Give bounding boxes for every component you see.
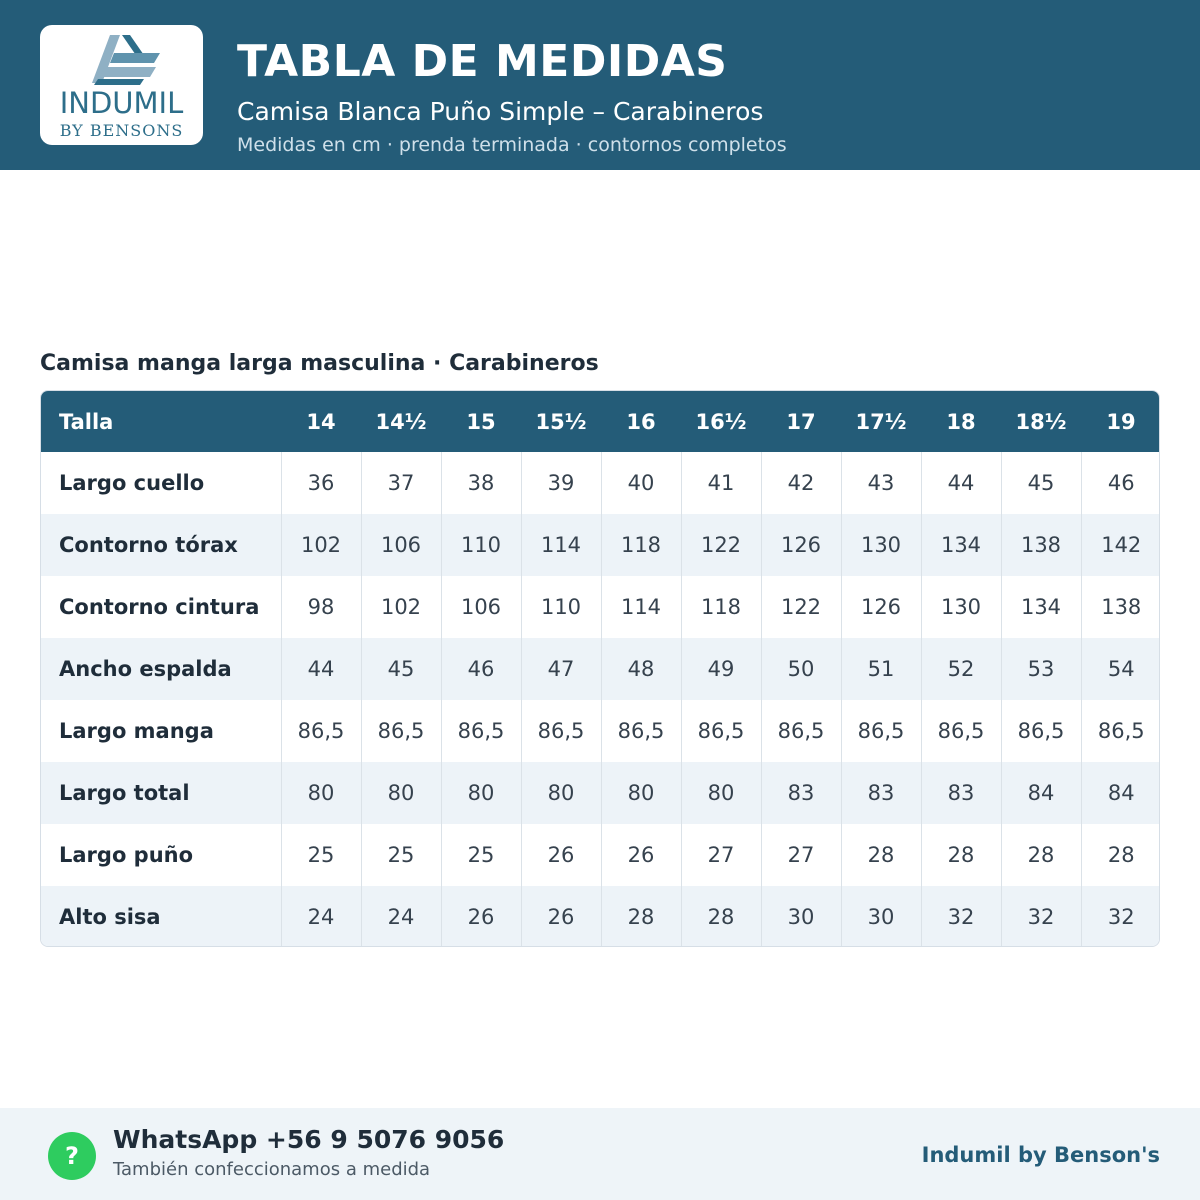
table-cell: 83 bbox=[761, 762, 841, 824]
footer bbox=[0, 1108, 1200, 1200]
table-cell: 28 bbox=[681, 886, 761, 947]
table-caption: Camisa manga larga masculina · Carabineros bbox=[40, 351, 599, 376]
table-cell: 130 bbox=[841, 514, 921, 576]
header-cell-size: 14½ bbox=[375, 409, 427, 434]
table-cell: 28 bbox=[1081, 824, 1160, 886]
size-table-container bbox=[40, 390, 1160, 947]
logo-name: INDUMIL bbox=[59, 86, 184, 120]
table-cell: 80 bbox=[601, 762, 681, 824]
table-cell: 114 bbox=[601, 576, 681, 638]
table-cell: 37 bbox=[361, 452, 441, 514]
table-cell: 134 bbox=[921, 514, 1001, 576]
table-cell: 53 bbox=[1001, 638, 1081, 700]
table-cell: 54 bbox=[1081, 638, 1160, 700]
table-cell: 27 bbox=[761, 824, 841, 886]
table-cell: 44 bbox=[281, 638, 361, 700]
table-cell: 26 bbox=[601, 824, 681, 886]
page-title: TABLA DE MEDIDAS bbox=[237, 36, 728, 87]
table-cell: 27 bbox=[681, 824, 761, 886]
table-cell: 24 bbox=[281, 886, 361, 947]
table-cell: 86,5 bbox=[441, 700, 521, 762]
table-cell: 80 bbox=[361, 762, 441, 824]
table-cell: 138 bbox=[1081, 576, 1160, 638]
row-label: Largo manga bbox=[59, 719, 214, 743]
table-cell: 39 bbox=[521, 452, 601, 514]
table-cell: 42 bbox=[761, 452, 841, 514]
table-cell: 142 bbox=[1081, 514, 1160, 576]
table-row bbox=[41, 824, 1160, 886]
table-row bbox=[41, 576, 1160, 638]
table-cell: 106 bbox=[441, 576, 521, 638]
table-row bbox=[41, 700, 1160, 762]
table-cell: 25 bbox=[441, 824, 521, 886]
table-cell: 102 bbox=[361, 576, 441, 638]
table-cell: 38 bbox=[441, 452, 521, 514]
table-cell: 86,5 bbox=[1081, 700, 1160, 762]
logo-subtitle: BY BENSONS bbox=[59, 121, 184, 140]
table-cell: 122 bbox=[681, 514, 761, 576]
table-cell: 110 bbox=[521, 576, 601, 638]
table-cell: 26 bbox=[521, 886, 601, 947]
logo bbox=[40, 25, 203, 145]
table-cell: 86,5 bbox=[601, 700, 681, 762]
table-cell: 86,5 bbox=[521, 700, 601, 762]
table-cell: 46 bbox=[441, 638, 521, 700]
table-cell: 25 bbox=[361, 824, 441, 886]
table-row bbox=[41, 452, 1160, 514]
table-cell: 126 bbox=[761, 514, 841, 576]
table-cell: 46 bbox=[1081, 452, 1160, 514]
footer-brand: Indumil by Benson's bbox=[921, 1143, 1160, 1167]
table-cell: 98 bbox=[281, 576, 361, 638]
page-subtitle: Camisa Blanca Puño Simple – Carabineros bbox=[237, 97, 764, 126]
table-cell: 45 bbox=[361, 638, 441, 700]
table-cell: 122 bbox=[761, 576, 841, 638]
row-label: Largo cuello bbox=[59, 471, 205, 495]
table-cell: 28 bbox=[921, 824, 1001, 886]
header-cell-size: 15 bbox=[466, 409, 496, 434]
table-cell: 138 bbox=[1001, 514, 1081, 576]
table-cell: 86,5 bbox=[921, 700, 1001, 762]
table-cell: 50 bbox=[761, 638, 841, 700]
table-cell: 30 bbox=[761, 886, 841, 947]
table-cell: 32 bbox=[1081, 886, 1160, 947]
table-cell: 84 bbox=[1001, 762, 1081, 824]
table-cell: 28 bbox=[601, 886, 681, 947]
table-cell: 30 bbox=[841, 886, 921, 947]
table-body bbox=[41, 452, 1160, 947]
size-table bbox=[41, 391, 1160, 947]
table-row bbox=[41, 886, 1160, 947]
table-cell: 83 bbox=[841, 762, 921, 824]
table-row bbox=[41, 638, 1160, 700]
table-cell: 130 bbox=[921, 576, 1001, 638]
table-row bbox=[41, 514, 1160, 576]
header-cell-size: 18½ bbox=[1015, 409, 1067, 434]
table-header-row bbox=[41, 391, 1160, 452]
header-cell-talla: Talla bbox=[59, 409, 114, 434]
header-cell-size: 16½ bbox=[695, 409, 747, 434]
table-cell: 80 bbox=[281, 762, 361, 824]
table-row bbox=[41, 762, 1160, 824]
table-cell: 32 bbox=[921, 886, 1001, 947]
table-cell: 41 bbox=[681, 452, 761, 514]
table-cell: 80 bbox=[521, 762, 601, 824]
table-cell: 24 bbox=[361, 886, 441, 947]
logo-mark-icon bbox=[80, 31, 164, 89]
table-cell: 80 bbox=[441, 762, 521, 824]
table-cell: 86,5 bbox=[1001, 700, 1081, 762]
table-cell: 44 bbox=[921, 452, 1001, 514]
table-cell: 45 bbox=[1001, 452, 1081, 514]
row-label: Ancho espalda bbox=[59, 657, 232, 681]
header-cell-size: 19 bbox=[1106, 409, 1136, 434]
table-cell: 52 bbox=[921, 638, 1001, 700]
table-cell: 83 bbox=[921, 762, 1001, 824]
header-cell-size: 17½ bbox=[855, 409, 907, 434]
header-cell-size: 15½ bbox=[535, 409, 587, 434]
table-cell: 28 bbox=[1001, 824, 1081, 886]
table-cell: 32 bbox=[1001, 886, 1081, 947]
table-cell: 86,5 bbox=[841, 700, 921, 762]
table-cell: 102 bbox=[281, 514, 361, 576]
row-label: Alto sisa bbox=[59, 905, 161, 929]
table-cell: 80 bbox=[681, 762, 761, 824]
whatsapp-contact[interactable]: WhatsApp +56 9 5076 9056 bbox=[113, 1125, 505, 1154]
table-cell: 126 bbox=[841, 576, 921, 638]
table-cell: 86,5 bbox=[361, 700, 441, 762]
table-cell: 26 bbox=[441, 886, 521, 947]
table-cell: 114 bbox=[521, 514, 601, 576]
table-cell: 106 bbox=[361, 514, 441, 576]
table-cell: 86,5 bbox=[281, 700, 361, 762]
table-cell: 134 bbox=[1001, 576, 1081, 638]
measurement-note: Medidas en cm · prenda terminada · contornos completos bbox=[237, 134, 787, 156]
header-banner bbox=[0, 0, 1200, 170]
header-cell-size: 18 bbox=[946, 409, 976, 434]
header-cell-size: 14 bbox=[306, 409, 336, 434]
header-cell-size: 17 bbox=[786, 409, 816, 434]
table-cell: 28 bbox=[841, 824, 921, 886]
row-label: Largo total bbox=[59, 781, 190, 805]
table-cell: 84 bbox=[1081, 762, 1160, 824]
table-cell: 47 bbox=[521, 638, 601, 700]
table-cell: 49 bbox=[681, 638, 761, 700]
row-label: Largo puño bbox=[59, 843, 194, 867]
table-cell: 118 bbox=[681, 576, 761, 638]
table-cell: 43 bbox=[841, 452, 921, 514]
custom-tailoring-note: También confeccionamos a medida bbox=[113, 1159, 431, 1180]
table-cell: 26 bbox=[521, 824, 601, 886]
table-cell: 110 bbox=[441, 514, 521, 576]
row-label: Contorno tórax bbox=[59, 533, 238, 557]
table-cell: 86,5 bbox=[761, 700, 841, 762]
table-cell: 48 bbox=[601, 638, 681, 700]
header-cell-size: 16 bbox=[626, 409, 656, 434]
table-cell: 36 bbox=[281, 452, 361, 514]
row-label: Contorno cintura bbox=[59, 595, 260, 619]
table-cell: 118 bbox=[601, 514, 681, 576]
whatsapp-icon[interactable]: ? bbox=[48, 1132, 96, 1180]
table-cell: 51 bbox=[841, 638, 921, 700]
table-cell: 25 bbox=[281, 824, 361, 886]
table-cell: 86,5 bbox=[681, 700, 761, 762]
table-cell: 40 bbox=[601, 452, 681, 514]
